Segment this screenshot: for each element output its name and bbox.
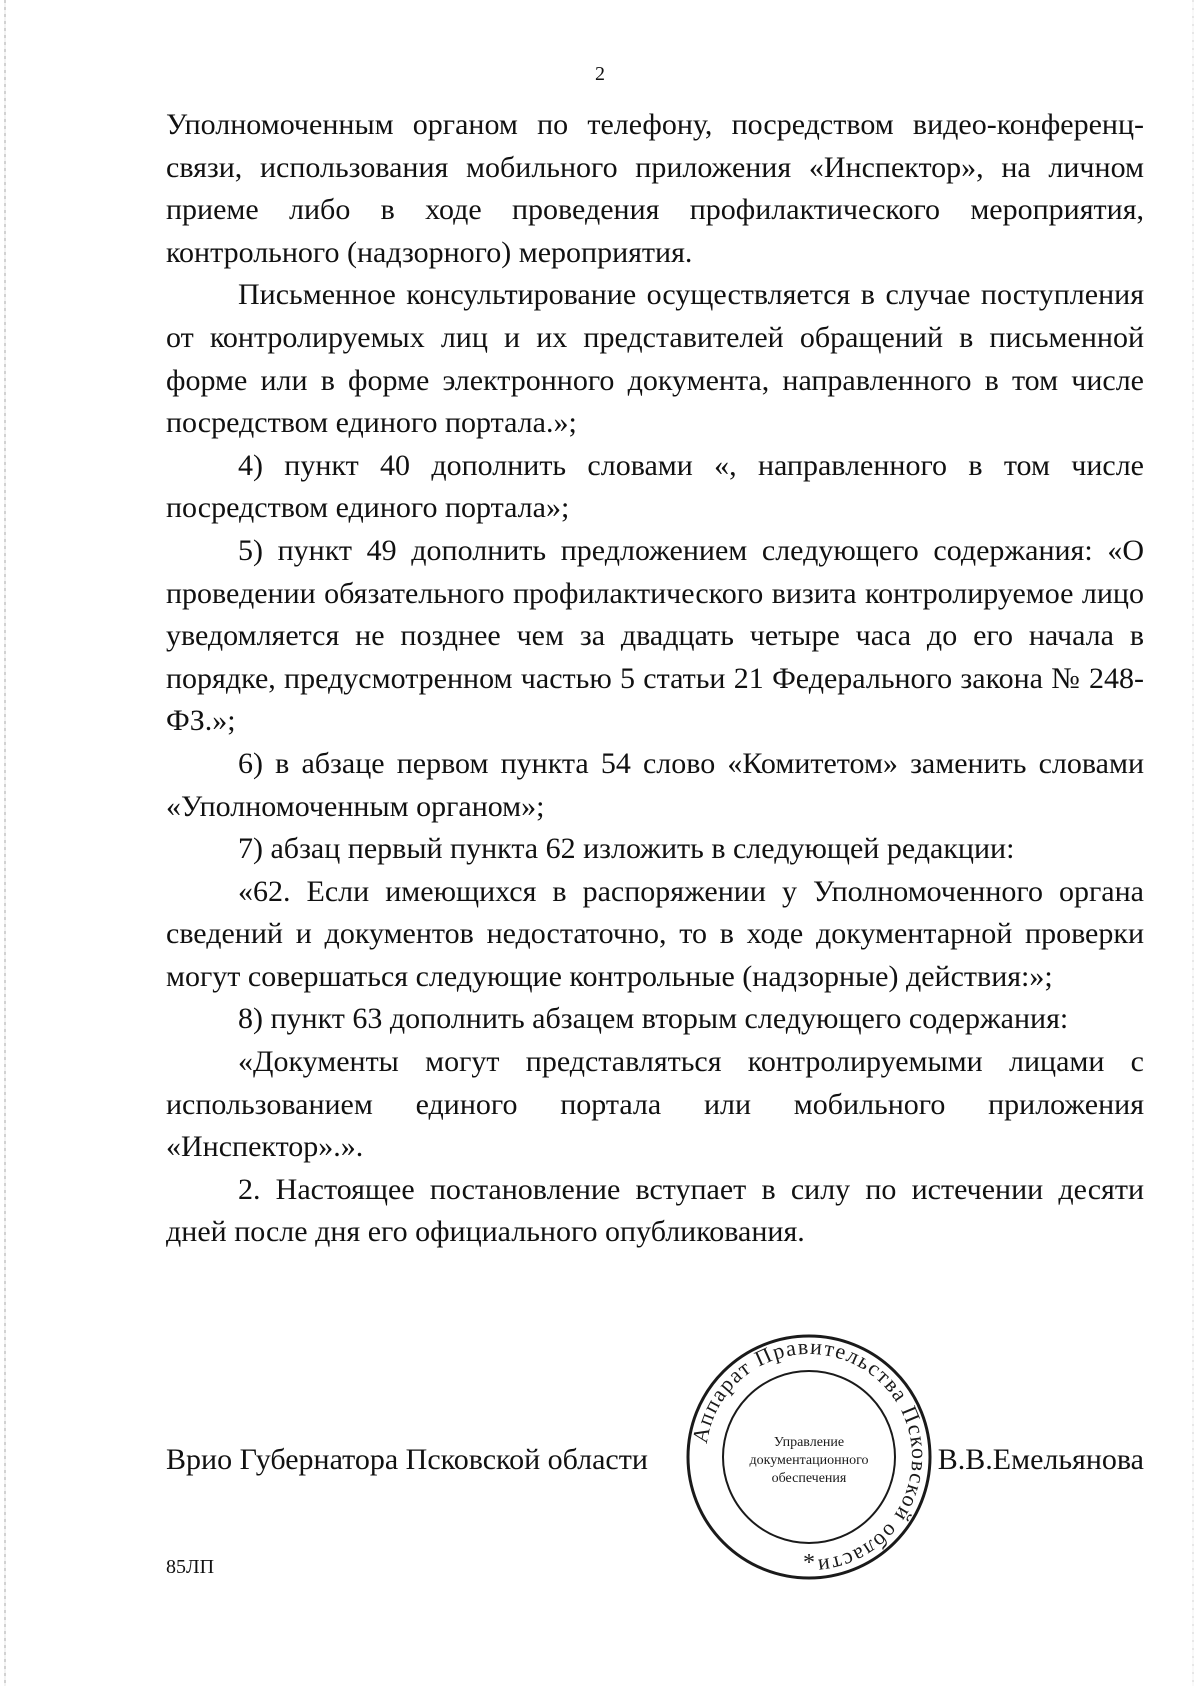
scan-edge-left — [4, 0, 6, 1686]
paragraph-10: 2. Настоящее постановление вступает в силу по истечении десяти дней после дня его официального опубликования. — [166, 1172, 1144, 1249]
paragraph-2: Письменное консультирование осуществляется в случае поступления от контролируемых лиц и их представителей обращений в письменной форме или в форме электронного документа, направленного в том числе посредством единого портала.»; — [166, 278, 1144, 440]
signer-name: В.В.Емельянова — [937, 1443, 1144, 1476]
document-code: 85ЛП — [166, 1556, 215, 1578]
page-number: 2 — [595, 63, 605, 85]
paragraph-3: 4) пункт 40 дополнить словами «, направленного в том числе посредством единого портала»; — [166, 448, 1144, 525]
paragraph-1: Уполномоченным органом по телефону, посредством видео-конференц-связи, использования мобильного приложения «Инспектор», на личном приеме либо в ходе проведения профилактического мероприятия, контрольного (надзорного) мероприятия. — [166, 108, 1144, 269]
scan-edge-right — [1192, 0, 1194, 1686]
paragraph-7: «62. Если имеющихся в распоряжении у Уполномоченного органа сведений и документов недостаточно, то в ходе документарной проверки могут совершаться следующие контрольные (надзорные) действия:»; — [166, 874, 1144, 993]
paragraph-6: 7) абзац первый пункта 62 изложить в следующей редакции: — [238, 832, 1015, 866]
paragraph-8: 8) пункт 63 дополнить абзацем вторым следующего содержания: — [238, 1002, 1069, 1036]
paragraph-4: 5) пункт 49 дополнить предложением следующего содержания: «О проведении обязательного профилактического визита контролируемое лицо уведомляется не позднее чем за двадцать четыре часа до его начала в порядке, предусмотренном частью 5 статьи 21 Федерального закона № 248-ФЗ.»; — [166, 533, 1144, 738]
paragraph-9: «Документы могут представляться контролируемыми лицами с использованием единого портала или мобильного приложения «Инспектор».». — [166, 1045, 1144, 1164]
seal-star: * — [803, 1550, 815, 1576]
paragraph-5: 6) в абзаце первом пункта 54 слово «Комитетом» заменить словами «Уполномоченным органом»; — [166, 746, 1144, 823]
document-body — [166, 104, 1144, 1254]
seal-inner-line-1: Управление — [773, 1435, 845, 1450]
signer-title: Врио Губернатора Псковской области — [166, 1443, 648, 1476]
seal-outer-text: Аппарат Правительства Псковской области — [686, 1333, 933, 1580]
signature-block — [166, 1438, 1144, 1482]
seal-inner-line-3: обеспечения — [771, 1471, 847, 1486]
official-seal — [684, 1332, 934, 1582]
seal-inner-line-2: документационного — [749, 1453, 869, 1468]
